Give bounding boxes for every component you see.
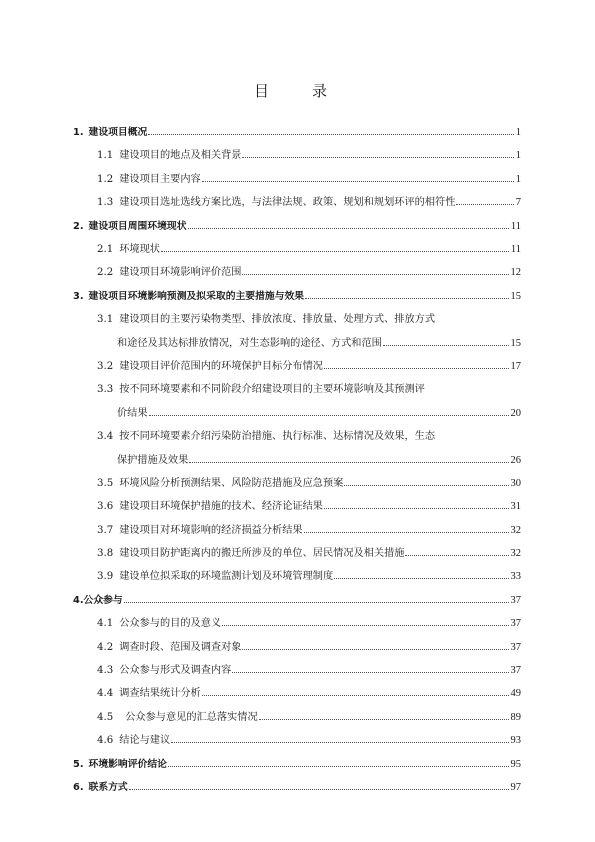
toc-entry-page: 93	[510, 735, 521, 747]
toc-entry-page: 89	[510, 711, 521, 723]
toc-entry-number: 4.5	[97, 711, 114, 723]
toc-entry-title: 建设项目的地点及相关背景	[119, 150, 242, 162]
toc-entry-page: 15	[510, 337, 521, 349]
toc-entry-page: 7	[515, 197, 521, 209]
toc-entry-title: 环境影响评价结论	[88, 758, 167, 770]
dot-leader	[242, 274, 508, 275]
toc-entry-number: 4.2	[97, 641, 114, 653]
dot-leader	[456, 204, 513, 205]
dot-leader	[324, 368, 509, 369]
toc-entry[interactable]	[73, 145, 521, 168]
dot-leader	[344, 485, 508, 486]
toc-entry-title-continued: 和途径及其达标排放情况，对生态影响的途径、方式和范围	[117, 337, 382, 349]
toc-entry-title: 联系方式	[88, 781, 128, 793]
dot-leader	[202, 181, 514, 182]
toc-entry-number: 4.3	[97, 665, 114, 677]
toc-entry-title: 公众参与意见的汇总落实情况	[125, 711, 258, 723]
dot-leader	[334, 578, 508, 579]
toc-entry-page: 33	[510, 571, 521, 583]
toc-entry-title: 建设项目环境保护措施的技术、经济论证结果	[119, 501, 323, 513]
toc-entry-number: 2.1	[97, 243, 114, 255]
toc-entry-page: 1	[515, 150, 521, 162]
dot-leader	[202, 695, 509, 696]
toc-entry-number: 5.	[73, 758, 84, 770]
toc-entry[interactable]	[73, 379, 521, 426]
toc-entry-number: 4.6	[97, 735, 114, 747]
toc-entry[interactable]	[73, 216, 521, 239]
toc-entry-title: 调查时段、范围及调查对象	[119, 641, 242, 653]
dot-leader	[149, 415, 509, 416]
toc-entry[interactable]	[73, 496, 521, 519]
toc-entry-title: 建设项目周围环境现状	[88, 220, 187, 232]
toc-entry-number: 3.	[73, 290, 84, 302]
toc-entry-title: 建设项目环境影响评价范围	[119, 267, 242, 279]
dot-leader	[242, 649, 508, 650]
toc-entry[interactable]	[73, 543, 521, 566]
toc-entry-page: 95	[510, 758, 521, 770]
toc-entry[interactable]	[73, 426, 521, 473]
toc-entry-title: 建设项目评价范围内的环境保护目标分布情况	[119, 360, 323, 372]
toc-entry[interactable]	[73, 309, 521, 356]
toc-entry-number: 1.	[73, 127, 84, 138]
toc-entry-page: 1	[515, 127, 521, 138]
toc-entry-title: 结论与建议	[119, 735, 171, 747]
toc-entry[interactable]	[73, 730, 521, 753]
toc-entry-page: 37	[510, 618, 521, 630]
toc-entry-number: 2.2	[97, 267, 114, 279]
toc-entry[interactable]	[73, 660, 521, 683]
toc-entry-page: 49	[510, 688, 521, 700]
dot-leader	[161, 251, 509, 252]
toc-entry-number: 1.2	[97, 173, 114, 185]
toc-entry-page: 11	[510, 243, 521, 255]
toc-entry-number: 4.	[73, 594, 84, 606]
toc-entry-page: 15	[510, 290, 521, 302]
dot-leader	[259, 719, 509, 720]
toc-entry-number: 2.	[73, 220, 84, 232]
dot-leader	[305, 298, 508, 299]
toc-entry[interactable]	[73, 683, 521, 706]
toc-entry-page: 26	[510, 454, 521, 466]
toc-entry-page: 11	[510, 220, 521, 232]
toc-entry-number: 3.5	[97, 477, 114, 489]
toc-entry-number: 3.3	[97, 384, 114, 396]
toc-entry-number: 1.1	[97, 150, 114, 162]
toc-entry-page: 1	[515, 173, 521, 185]
toc-entry-title: 建设单位拟采取的环境监测计划及环境管理制度	[119, 571, 334, 583]
toc-entry-number: 4.4	[97, 688, 114, 700]
dot-leader	[304, 532, 509, 533]
toc-entry-number: 3.1	[97, 314, 114, 326]
toc-entry-title: 建设项目的主要污染物类型、排放浓度、排放量、处理方式、排放方式	[119, 314, 436, 326]
dot-leader	[232, 672, 508, 673]
dot-leader	[405, 555, 508, 556]
dot-leader	[124, 602, 509, 603]
toc-entry-number: 3.9	[97, 571, 114, 583]
toc-entry-page: 32	[510, 524, 521, 536]
toc-entry-page: 30	[510, 477, 521, 489]
toc-entry[interactable]	[73, 169, 521, 192]
toc-entry-page: 20	[510, 407, 521, 419]
toc-entry-title: 按不同环境要素介绍污染防治措施、执行标准、达标情况及效果，生态	[119, 431, 436, 443]
toc-entry-title: 公众参与形式及调查内容	[119, 665, 232, 677]
toc-entry-number: 3.8	[97, 548, 114, 560]
toc-entry-title-continued: 保护措施及效果	[117, 454, 189, 466]
toc-entry-title: 建设项目主要内容	[119, 173, 201, 185]
toc-entry[interactable]	[73, 613, 521, 636]
toc-entry-page: 32	[510, 548, 521, 560]
toc-entry-title: 公众参与的目的及意义	[119, 618, 222, 630]
toc-entry-page: 17	[510, 360, 521, 372]
toc-entry-page: 37	[510, 665, 521, 677]
toc-entry-number: 3.6	[97, 501, 114, 513]
toc-entry[interactable]	[73, 286, 521, 309]
toc-entry[interactable]	[73, 637, 521, 660]
toc-entry-number: 6.	[73, 781, 84, 793]
toc-entry[interactable]	[73, 566, 521, 589]
toc-entry[interactable]	[73, 356, 521, 379]
dot-leader	[242, 157, 513, 158]
toc-entry-page: 97	[510, 781, 521, 793]
toc-entry-title: 环境风险分析预测结果、风险防范措施及应急预案	[119, 477, 344, 489]
toc-entry[interactable]	[73, 192, 521, 215]
toc-entry[interactable]	[73, 707, 521, 730]
dot-leader	[129, 789, 509, 790]
toc-entry[interactable]	[73, 520, 521, 543]
toc-entry[interactable]	[73, 239, 521, 262]
toc-entry[interactable]	[73, 122, 521, 145]
page-title: 目 录	[253, 82, 341, 100]
toc-entry-title: 建设项目对环境影响的经济损益分析结果	[119, 524, 303, 536]
toc-entry-page: 31	[510, 501, 521, 513]
toc-entry-page: 12	[510, 267, 521, 279]
toc-entry-title: 按不同环境要素和不同阶段介绍建设项目的主要环境影响及其预测评	[119, 384, 425, 396]
toc-entry-title: 建设项目概况	[88, 127, 148, 138]
toc-entry-title-continued: 价结果	[117, 407, 148, 419]
dot-leader	[383, 345, 509, 346]
toc-entry-title: 环境现状	[119, 243, 160, 255]
toc-entry-title: 公众参与	[83, 594, 123, 606]
toc-entry[interactable]	[73, 777, 521, 800]
toc-entry[interactable]	[73, 754, 521, 777]
dot-leader	[148, 134, 513, 135]
toc-entry[interactable]	[73, 262, 521, 285]
toc-entry[interactable]	[73, 590, 521, 613]
toc-entry-title: 建设项目防护距离内的搬迁所涉及的单位、居民情况及相关措施	[119, 548, 405, 560]
toc-entry-number: 3.7	[97, 524, 114, 536]
dot-leader	[222, 625, 508, 626]
toc-entry-page: 37	[510, 594, 521, 606]
toc-entry-title: 建设项目环境影响预测及拟采取的主要措施与效果	[88, 290, 305, 302]
toc-entry-number: 4.1	[97, 618, 114, 630]
toc-entry-title: 建设项目选址选线方案比选，与法律法规、政策、规划和规划环评的相符性	[119, 197, 456, 209]
toc-entry-number: 1.3	[97, 197, 114, 209]
toc-entry-title: 调查结果统计分析	[119, 688, 201, 700]
table-of-contents	[73, 122, 521, 800]
dot-leader	[188, 228, 509, 229]
dot-leader	[171, 742, 508, 743]
toc-entry-page: 37	[510, 641, 521, 653]
dot-leader	[189, 462, 508, 463]
toc-entry-number: 3.4	[97, 431, 114, 443]
dot-leader	[324, 508, 509, 509]
toc-entry-number: 3.2	[97, 360, 114, 372]
dot-leader	[168, 766, 509, 767]
toc-entry[interactable]	[73, 473, 521, 496]
